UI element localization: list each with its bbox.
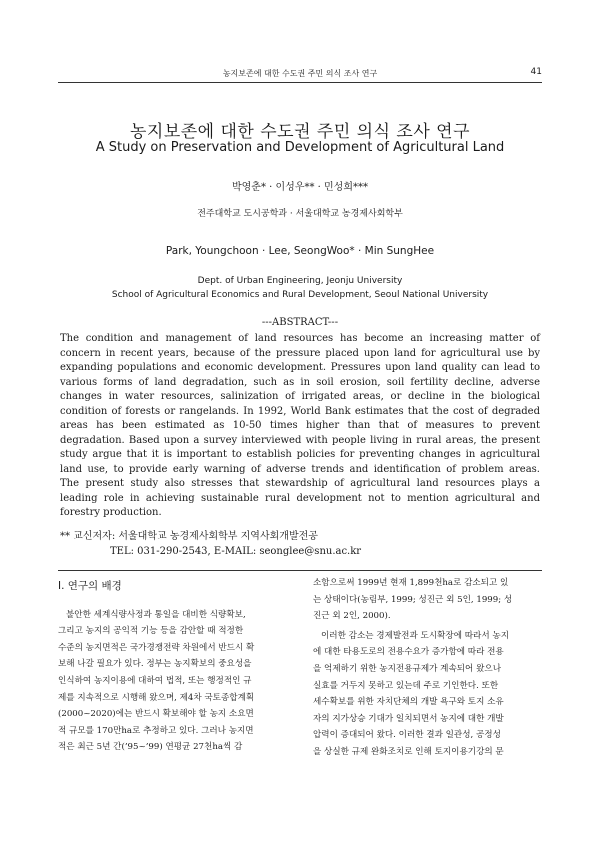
abstract-line: The present study also stresses that stewardship of agricultural land resources plays a bbox=[60, 478, 540, 489]
abstract-line: condition of forests or rangelands. In 1992, World Bank estimates that the cost of degraded bbox=[60, 405, 540, 417]
abstract-line: study argue that it is important to establish policies for preventing changes in agricultural bbox=[60, 449, 540, 460]
body-column-left bbox=[58, 575, 288, 756]
body-line: 세수확보를 위한 자치단체의 개발 욕구와 토지 소유 bbox=[313, 697, 504, 708]
paper-title-english: A Study on Preservation and Development of Agricultural Land bbox=[95, 140, 505, 155]
body-line: 적 규모를 170만ha로 추정하고 있다. 그러나 농지면 bbox=[58, 725, 254, 736]
body-line: 진근 외 2인, 2000). bbox=[313, 611, 391, 622]
corresponding-author bbox=[60, 529, 361, 559]
affiliation-english-2: School of Agricultural Economics and Rural Development, Seoul National University bbox=[111, 290, 489, 300]
body-line: 불안한 세계식량사정과 통일을 대비한 식량확보, bbox=[66, 609, 246, 620]
body-line: 을 억제하기 위한 농지전용규제가 계속되어 왔으나 bbox=[313, 663, 501, 674]
body-line: 적은 최근 5년 간(’95~’99) 연평균 27천ha씩 감 bbox=[58, 742, 243, 753]
corresponding-contact: TEL: 031-290-2543, E-MAIL: seonglee@snu.ac.kr bbox=[110, 546, 362, 557]
body-column-right bbox=[313, 575, 543, 761]
body-line: 보해 나갈 필요가 있다. 정부는 농지확보의 중요성을 bbox=[58, 659, 252, 670]
divider bbox=[58, 570, 542, 571]
paper-title-korean: 농지보존에 대한 수도권 주민 의식 조사 연구 bbox=[129, 122, 471, 142]
abstract-heading: ---ABSTRACT--- bbox=[261, 317, 339, 328]
abstract-line: areas has been estimated as 10-50 times higher than that of measures to prevent bbox=[60, 420, 540, 431]
abstract-body bbox=[60, 332, 540, 521]
body-line: 을 상실한 규제 완화조치로 인해 토지이용기강의 문 bbox=[313, 746, 504, 757]
abstract-line: The condition and management of land resources has become an increasing matter of bbox=[60, 333, 540, 344]
running-header-title: 농지보존에 대한 수도권 주민 의식 조사 연구 bbox=[222, 69, 378, 78]
body-line: (2000~2020)에는 반드시 확보해야 할 농지 소요면 bbox=[58, 709, 254, 720]
authors-korean: 박영춘* · 이성우** · 민성희*** bbox=[231, 182, 368, 193]
body-line: 제를 지속적으로 시행해 왔으며, 제4차 국토종합계획 bbox=[58, 692, 255, 703]
running-header bbox=[58, 66, 542, 83]
corresponding-author-line: ** 교신저자: 서울대학교 농경제사회학부 지역사회개발전공 bbox=[60, 531, 318, 542]
body-line: 이러한 감소는 경제발전과 도시확장에 따라서 농지 bbox=[321, 630, 509, 641]
page-number: 41 bbox=[530, 67, 542, 77]
body-line: 실효를 거두지 못하고 있는데 주로 기인한다. 또한 bbox=[313, 680, 499, 691]
body-line: 수준의 농지면적은 국가경쟁전략 차원에서 반드시 확 bbox=[58, 642, 255, 653]
abstract-line: various forms of land degradation, such as in soil erosion, soil fertility decline, adverse bbox=[60, 376, 540, 388]
abstract-line: expanding populations and economic development. Pressures upon land quality can lead to bbox=[60, 362, 540, 373]
section-heading: Ⅰ. 연구의 배경 bbox=[58, 580, 122, 592]
body-line: 그리고 농지의 공익적 기능 등을 감안할 때 적정한 bbox=[58, 626, 244, 637]
abstract-line: degradation. Based upon a survey interviewed with people living in rural areas, the present bbox=[60, 434, 540, 446]
body-line: 소함으로써 1999년 현재 1,899천ha로 감소되고 있 bbox=[313, 578, 509, 588]
affiliation-korean: 전주대학교 도시공학과 · 서울대학교 농경제사회학부 bbox=[197, 209, 403, 219]
abstract-line: leading role in achieving sustainable rural development not to mention agricultural and bbox=[60, 492, 540, 504]
authors-english: Park, Youngchoon · Lee, SeongWoo* · Min SungHee bbox=[165, 245, 435, 257]
body-line: 에 대한 타용도로의 전용수요가 증가함에 따라 전용 bbox=[313, 647, 504, 658]
body-line: 인식하여 농지이용에 대하여 법적, 또는 행정적인 규 bbox=[58, 675, 252, 686]
body-line: 자의 지가상승 기대가 일치되면서 농지에 대한 개발 bbox=[313, 713, 504, 724]
abstract-line: land use, to provide early warning of adverse trends and identification of problem areas. bbox=[60, 463, 540, 475]
body-line: 는 상태이다(농림부, 1999; 성진근 외 5인, 1999; 성 bbox=[313, 594, 513, 605]
abstract-line: forestry production. bbox=[60, 507, 162, 518]
abstract-line: concern in recent years, because of the pressure placed upon land for agricultural use by bbox=[60, 347, 540, 359]
affiliation-english-1: Dept. of Urban Engineering, Jeonju University bbox=[197, 276, 403, 286]
abstract-line: changes in water resources, salinization of irrigated areas, or decline in the biological bbox=[60, 391, 540, 402]
body-line: 압력이 증대되어 왔다. 이러한 결과 일관성, 공정성 bbox=[313, 730, 501, 741]
